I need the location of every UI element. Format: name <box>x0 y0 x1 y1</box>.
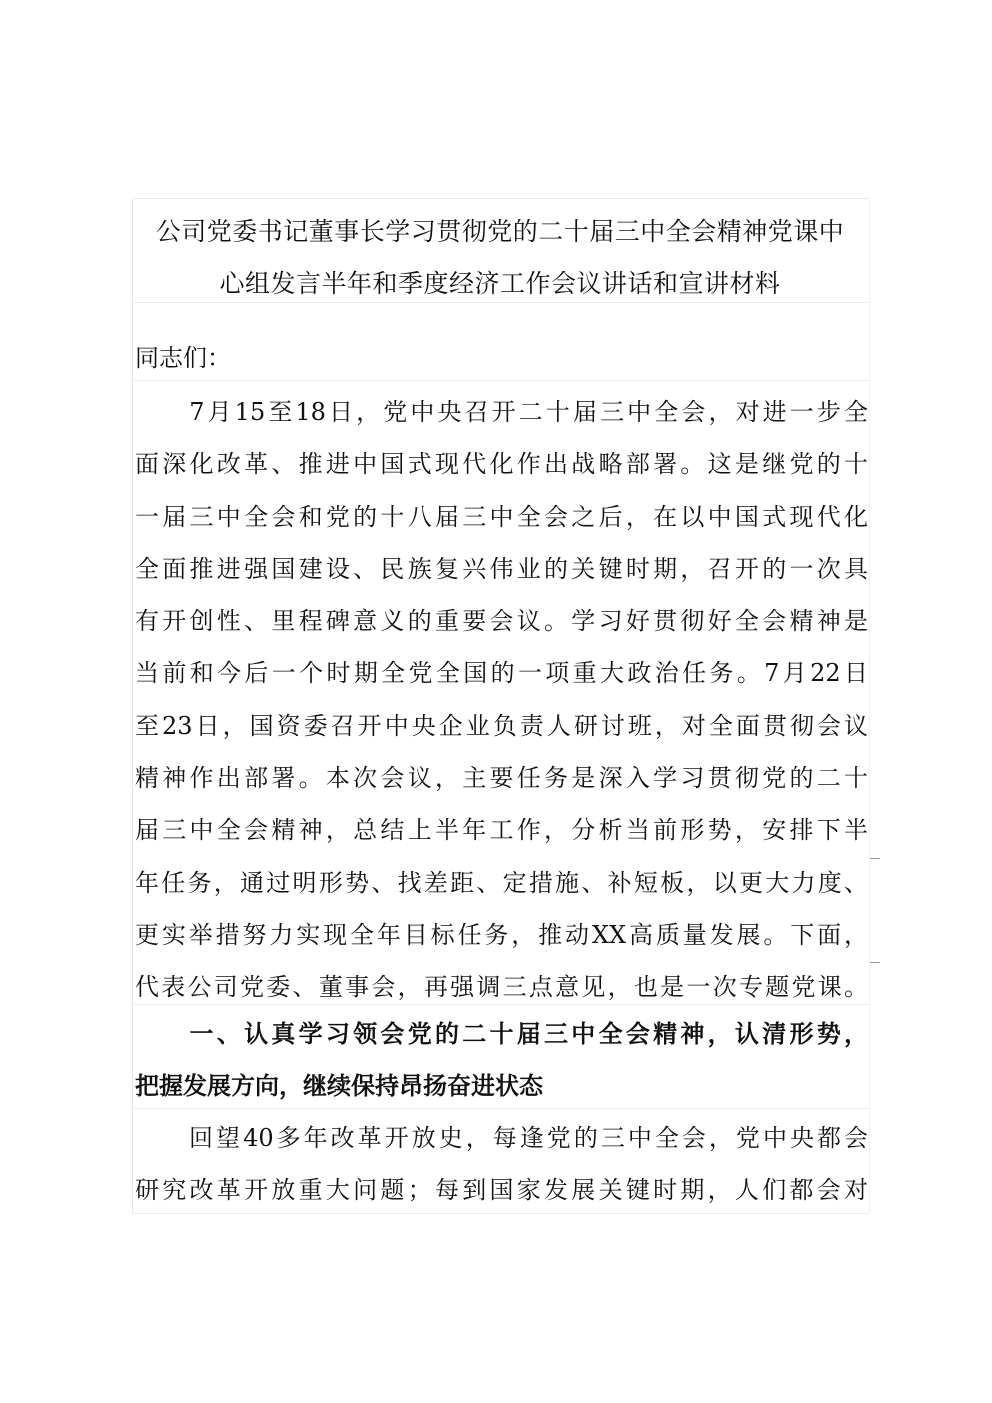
text-line: 更实举措努力实现全年目标任务，推动XX高质量发展。下面， <box>135 920 868 949</box>
title-line: 心组发言半年和季度经济工作会议讲话和宣讲材料 <box>219 269 781 298</box>
text-line: 年任务，通过明形势、找差距、定措施、补短板，以更大力度、 <box>135 868 868 897</box>
text-line: 代表公司党委、董事会，再强调三点意见，也是一次专题党课。 <box>135 973 868 1002</box>
paragraph-2 <box>135 1112 868 1217</box>
text-line: 面深化改革、推进中国式现代化作出战略部署。这是继党的十 <box>135 450 868 479</box>
heading-line: 把握发展方向，继续保持昂扬奋进状态 <box>135 1072 543 1101</box>
text-line: 至23日，国资委召开中央企业负责人研讨班，对全面贯彻会议 <box>135 711 868 740</box>
paragraph-1 <box>135 386 868 1014</box>
greeting: 同志们： <box>135 344 231 372</box>
text-line: 研究改革开放重大问题；每到国家发展关键时期，人们都会对 <box>135 1176 868 1205</box>
text-line: 当前和今后一个时期全党全国的一项重大政治任务。7月22日 <box>135 659 868 688</box>
separator-line <box>132 198 869 199</box>
heading-line: 一、认真学习领会党的二十届三中全会精神，认清形势， <box>135 1020 868 1048</box>
text-line: 精神作出部署。本次会议，主要任务是深入学习贯彻党的二十 <box>135 764 868 793</box>
margin-mark <box>870 858 880 859</box>
separator-line <box>132 380 869 381</box>
text-line: 一届三中全会和党的十八届三中全会之后，在以中国式现代化 <box>135 502 868 531</box>
section-heading-1 <box>135 1008 868 1113</box>
title-line: 公司党委书记董事长学习贯彻党的二十届三中全会精神党课中 <box>155 217 845 246</box>
text-line: 有开创性、里程碑意义的重要会议。学习好贯彻好全会精神是 <box>135 607 868 636</box>
text-line: 全面推进强国建设、民族复兴伟业的关键时期，召开的一次具 <box>135 554 868 583</box>
text-line: 7月15至18日，党中央召开二十届三中全会，对进一步全 <box>135 398 868 426</box>
text-line: 回望40多年改革开放史，每逢党的三中全会，党中央都会 <box>135 1124 868 1152</box>
margin-mark <box>870 962 880 963</box>
document-title <box>134 206 866 310</box>
text-line: 届三中全会精神，总结上半年工作，分析当前形势，安排下半 <box>135 816 868 845</box>
